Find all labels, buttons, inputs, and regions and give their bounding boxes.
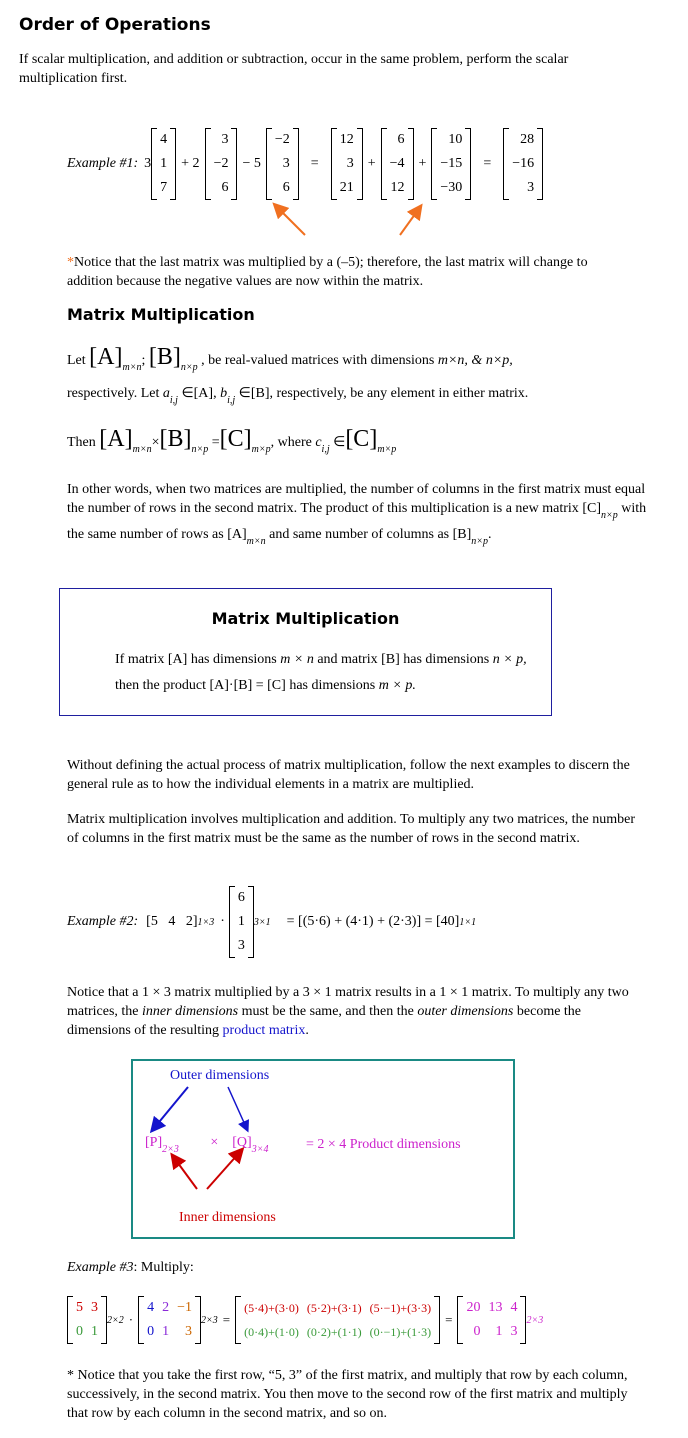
product-dimensions: = 2 × 4 Product dimensions xyxy=(306,1137,461,1152)
outer-dimensions-label: Outer dimensions xyxy=(170,1068,270,1083)
then-paragraph: Then $[A]_{m\times n}\times[B]_{n\times p} =[C]_{m\times p}$, where $c_{i,j}$ $\in[C]_{m\times p}$ xyxy=(67,426,397,455)
involves-paragraph: Matrix multiplication involves multiplication and addition. To multiply any two matrices, the number of columns in the first matrix must be the same as the number of rows in the second matrix. xyxy=(67,812,636,846)
rule-box-text: If matrix [A] has dimensions m × n and matrix [B] has dimensions n × p, then the product [A]·[B] = [C] has dimensions m × p. xyxy=(115,652,527,693)
rule-box-title: Matrix Multiplication xyxy=(211,609,400,628)
order-notice: *Notice that the last matrix was multiplied by a (–5); therefore, the last matrix will change to addition because the negative values are now within the matrix. xyxy=(67,255,588,289)
notice-3-paragraph: * Notice that you take the first row, “5, 3” of the first matrix, and multiply that row by each column, successively, in the second matrix. You then move to the second row of the first matrix and multiply that row by each column in the second matrix, and so on. xyxy=(67,1368,628,1421)
notice-2-paragraph: Notice that a 1 × 3 matrix multiplied by a 3 × 1 matrix results in a 1 × 1 matrix. To multiply any two matrices, the inner dimensions must be the same, and then the outer dimensions become the dimensions of the resulting product matrix. xyxy=(67,985,629,1038)
example-3-label: Example #3: Multiply: xyxy=(67,1260,194,1275)
dimensions-expression: $[P]_{2\times 3}$ × $[Q]_{3\times 4}$ xyxy=(145,1135,269,1155)
example-2-equation: Example #2: [5 4 2] 1×3 · 6 1 3 3×1 = [(5·6) + (4·1) + (2·3)] = [40] 1×1 xyxy=(67,886,476,958)
inner-dimensions-label: Inner dimensions xyxy=(179,1210,276,1225)
example-1-label: Example #1: xyxy=(67,156,139,171)
orange-arrows xyxy=(260,198,440,243)
matmul-rule-box xyxy=(59,588,552,716)
order-intro: If scalar multiplication, and addition or subtraction, occur in the same problem, perform the scalar multiplication first. xyxy=(19,52,569,86)
example-3-equation: 5 3 0 1 2×2 · 4 2 −1 0 1 3 2×3 = (5·4)+(3·0) (5·2)+(3·1) (5·−1)+(3·3) (0·4)+(1·0) (0·2)+(1·1) (0·−1)+(1·3) = 20 13 4 0 1 3 2×3 xyxy=(67,1296,543,1344)
page-title: Order of Operations xyxy=(19,15,211,35)
example-2-label: Example #2: xyxy=(67,914,139,929)
product-matrix-link[interactable]: product matrix xyxy=(222,1023,306,1038)
dimension-arrows xyxy=(133,1061,513,1237)
example-1-equation: Example #1: 3 4 1 7 + 2 3 −2 6 − 5 −2 3 6 = 12 3 21 + 6 −4 12 + 10 −15 −30 = 28 −16 3 xyxy=(67,128,543,200)
without-paragraph: Without defining the actual process of matrix multiplication, follow the next examples to discern the general rule as to how the individual elements in a matrix are multiplied. xyxy=(67,758,630,792)
other-words-paragraph: In other words, when two matrices are multiplied, the number of columns in the first matrix must equal the number of rows in the second matrix. The product of this multiplication is a new matrix $[C]_{n\times p}$ with the same number of rows as $[A]_{m\times n}$ and same number of columns as $[B]_{n\times p}$. xyxy=(67,482,647,547)
dimensions-diagram xyxy=(131,1059,515,1239)
let-paragraph: Let $[A]_{m\times n}$; $[B]_{n\times p}$ , be real-valued matrices with dimensions m×n, & n×p, respectively. Let $a_{i,j}$ ∈[A], $b_{i,j}$ ∈[B], respectively, be any element in either matrix. xyxy=(67,344,529,406)
matmul-heading: Matrix Multiplication xyxy=(67,305,255,324)
